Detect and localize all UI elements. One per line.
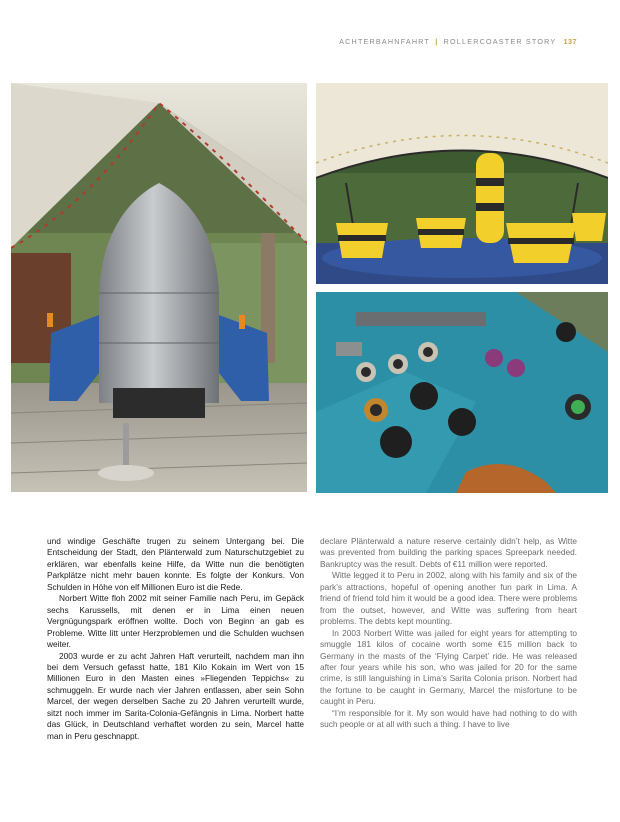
english-paragraph: “I’m responsible for it. My son would have had nothing to do with such people or at all with such a thing. I have to live — [320, 707, 577, 730]
teacup-ride-illustration — [316, 83, 608, 284]
photo-rocket-carousel — [11, 83, 307, 492]
header-section-en: ROLLERCOASTER STORY — [443, 37, 557, 46]
german-paragraph: 2003 wurde er zu acht Jahren Haft verurteilt, nachdem man ihn bei dem Versuch gefasst hatte, 181 Kilo Kokain im Wert von 15 Millionen Euro in den Masten eines »Fliegenden Teppichs« zu schmuggeln. Er wurde nach vier Jahren entlassen, aber sein Sohn Marcel, der wegen derselben Sache zu 20 Jahren verurteilt wurde, sitzt noch immer im Sarita-Colonia-Gefängnis in Lima. Norbert hatte das Glück, in Deutschland verhaftet worden zu sein, Marcel hatte man in Peru geschnappt. — [47, 650, 304, 741]
english-paragraph: Witte legged it to Peru in 2002, along with his family and six of the park’s attractions, hopeful of opening another fun park in Lima. A friend of friend told him it would be a good idea. There were problems from the outset, however, and Witte was suffering from heart problems. The debts kept mounting. — [320, 570, 577, 627]
rocket-carousel-illustration — [11, 83, 307, 492]
running-head — [339, 37, 577, 46]
control-panel-illustration — [316, 292, 608, 493]
page-number: 137 — [563, 37, 577, 46]
english-paragraph: In 2003 Norbert Witte was jailed for eight years for attempting to smuggle 181 kilos of cocaine worth some €15 million back to Germany in the masts of the ‘Flying Carpet’ ride. He was released after four years while his son, who was jailed for 20 for the same crime, is still languishing in Lima’s Sarita Colonia prison. Norbert had the fortune to be caught in Germany, Marcel the misfortune to be caught in Peru. — [320, 627, 577, 707]
german-text-column — [47, 536, 304, 742]
english-text-column — [320, 536, 577, 731]
german-paragraph: Norbert Witte floh 2002 mit seiner Familie nach Peru, im Gepäck sechs Karussells, mit denen er in Lima einen neuen Vergnügungspark eröffnen wollte. Doch von Beginn an gab es Probleme. Witte litt unter Herzproblemen und die Schulden wuchsen weiter. — [47, 593, 304, 650]
photo-control-panel — [316, 292, 608, 493]
header-section-de: ACHTERBAHNFAHRT — [339, 37, 430, 46]
header-separator: | — [435, 37, 439, 46]
german-paragraph: und windige Geschäfte trugen zu seinem Untergang bei. Die Entscheidung der Stadt, den Plänterwald zum Naturschutzgebiet zu erklären, war ebenfalls keine Hilfe, da Witte nun die benötigten Parkplätze nicht mehr bauen konnte. Es folgte der Konkurs. Von Schulden in Höhe von elf Millionen Euro ist die Rede. — [47, 536, 304, 592]
english-paragraph: declare Plänterwald a nature reserve certainly didn’t help, as Witte was prevented from building the parking spaces Spreepark needed. Bankruptcy was the result. Debts of €11 million were reported. — [320, 536, 577, 569]
photo-teacup-ride — [316, 83, 608, 284]
